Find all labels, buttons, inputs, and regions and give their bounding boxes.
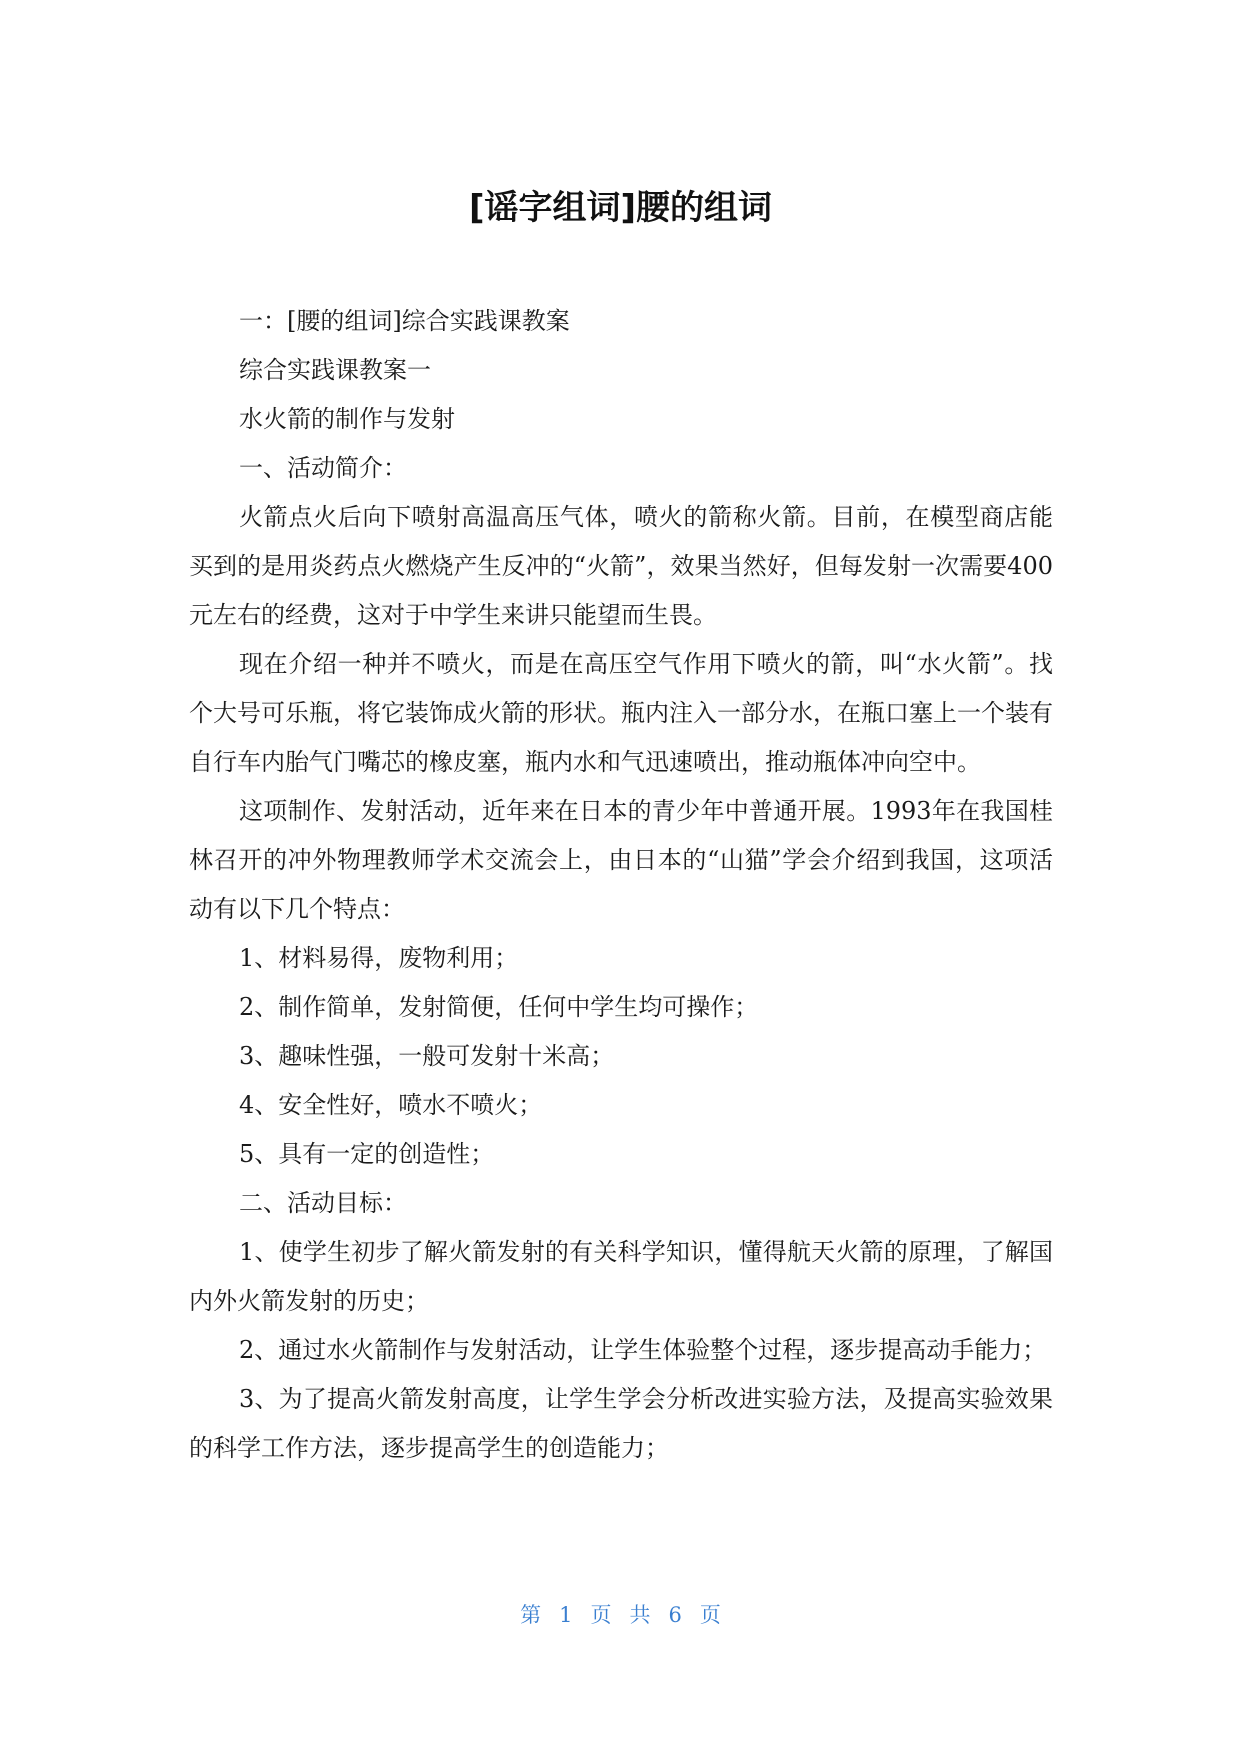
- paragraph: 二、活动目标：: [239, 1189, 407, 1217]
- paragraph: 综合实践课教案一: [239, 356, 431, 384]
- paragraph: 这项制作、发射活动，近年来在日本的青少年中普通开展。1993年在我国桂林召开的冲外物理教师学术交流会上，由日本的“山猫”学会介绍到我国，这项活动有以下几个特点：: [189, 797, 1053, 923]
- paragraph: 现在介绍一种并不喷火，而是在高压空气作用下喷火的箭，叫“水火箭”。找个大号可乐瓶，将它装饰成火箭的形状。瓶内注入一部分水，在瓶口塞上一个装有自行车内胎气门嘴芯的橡皮塞，瓶内水和气迅速喷出，推动瓶体冲向空中。: [189, 650, 1053, 776]
- paragraph: 1、材料易得，废物利用；: [239, 944, 519, 972]
- paragraph: 火箭点火后向下喷射高温高压气体，喷火的箭称火箭。目前，在模型商店能买到的是用炎药点火燃烧产生反冲的“火箭”，效果当然好，但每发射一次需要400元左右的经费，这对于中学生来讲只能望而生畏。: [189, 503, 1053, 629]
- paragraph: 2、通过水火箭制作与发射活动，让学生体验整个过程，逐步提高动手能力；: [239, 1336, 1047, 1364]
- paragraph: 3、为了提高火箭发射高度，让学生学会分析改进实验方法，及提高实验效果的科学工作方法，逐步提高学生的创造能力；: [189, 1385, 1053, 1462]
- page-footer: [0, 1600, 1241, 1630]
- paragraph: 5、具有一定的创造性；: [239, 1140, 495, 1168]
- paragraph: 一：[腰的组词]综合实践课教案: [239, 307, 570, 335]
- footer-label-total: 共: [629, 1603, 651, 1627]
- document-title: [谣字组词]腰的组词: [468, 188, 773, 228]
- footer-total-pages: 6: [668, 1603, 682, 1627]
- paragraph: 2、制作简单，发射简便，任何中学生均可操作；: [239, 993, 759, 1021]
- document-body: [189, 297, 1053, 1473]
- paragraph: 水火箭的制作与发射: [239, 405, 455, 433]
- footer-label-page: 第: [520, 1603, 542, 1627]
- paragraph: 4、安全性好，喷水不喷火；: [239, 1091, 543, 1119]
- footer-label-pages: 页: [699, 1603, 721, 1627]
- footer-current-page: 1: [559, 1603, 573, 1627]
- paragraph: 3、趣味性强，一般可发射十米高；: [239, 1042, 615, 1070]
- paragraph: 1、使学生初步了解火箭发射的有关科学知识，懂得航天火箭的原理，了解国内外火箭发射的历史；: [189, 1238, 1053, 1315]
- paragraph: 一、活动简介：: [239, 454, 407, 482]
- footer-label-page-of: 页: [590, 1603, 612, 1627]
